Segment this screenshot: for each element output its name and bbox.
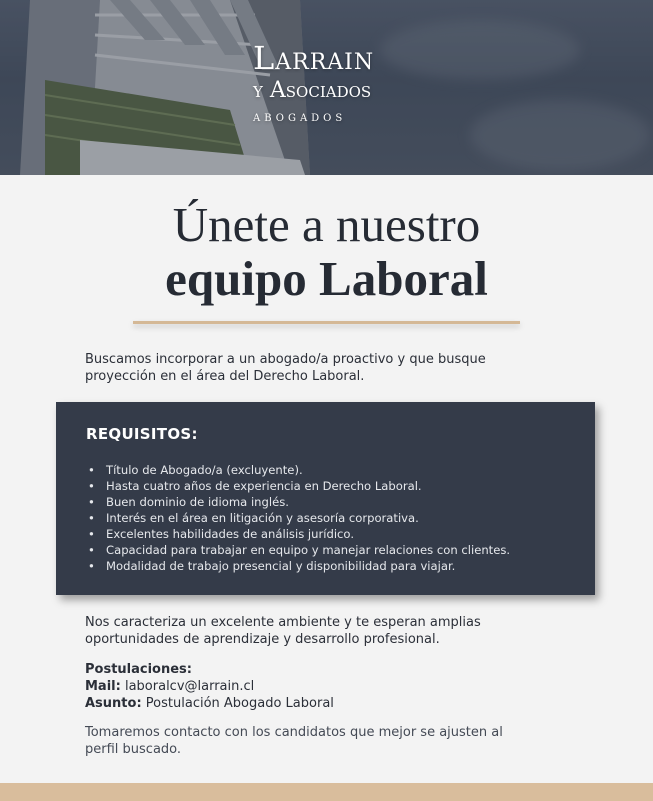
contact-paragraph: Tomaremos contacto con los candidatos que mejor se ajusten al perfil buscado. [85, 725, 503, 757]
list-item: • Interés en el área en litigación y asesoría corporativa. [86, 510, 510, 526]
logo-subname: y Asociados [253, 78, 372, 103]
list-item: • Título de Abogado/a (excluyente). [86, 462, 510, 478]
environment-paragraph: Nos caracteriza un excelente ambiente y te esperan amplias oportunidades de aprendizaje y desarrollo profesional. [85, 615, 481, 647]
applications-heading: Postulaciones: [85, 662, 192, 677]
logo-name: Larrain [253, 39, 375, 77]
title-divider [133, 321, 520, 324]
header-banner [0, 0, 653, 175]
applications-block [85, 661, 515, 712]
list-item: • Buen dominio de idioma inglés. [86, 494, 510, 510]
title-line-2: equipo Laboral [165, 251, 488, 306]
requirements-heading: REQUISITOS: [86, 425, 198, 443]
footer-band [0, 783, 653, 801]
list-item: • Modalidad de trabajo presencial y disponibilidad para viajar. [86, 558, 510, 574]
mail-label: Mail: [85, 679, 121, 694]
subject-value: Postulación Abogado Laboral [145, 696, 334, 711]
page-title [0, 198, 653, 306]
mail-value[interactable]: laboralcv@larrain.cl [124, 679, 255, 694]
requirements-list [86, 462, 510, 574]
logo-tagline: ABOGADOS [253, 113, 347, 124]
intro-paragraph: Buscamos incorporar a un abogado/a proactivo y que busque proyección en el área del Derecho Laboral. [85, 352, 486, 384]
subject-label: Asunto: [85, 696, 142, 711]
requirements-box [56, 402, 595, 595]
title-line-1: Únete a nuestro [172, 197, 481, 252]
list-item: • Excelentes habilidades de análisis jurídico. [86, 526, 510, 542]
list-item: • Hasta cuatro años de experiencia en Derecho Laboral. [86, 478, 510, 494]
company-logo [253, 40, 374, 126]
list-item: • Capacidad para trabajar en equipo y manejar relaciones con clientes. [86, 542, 510, 558]
